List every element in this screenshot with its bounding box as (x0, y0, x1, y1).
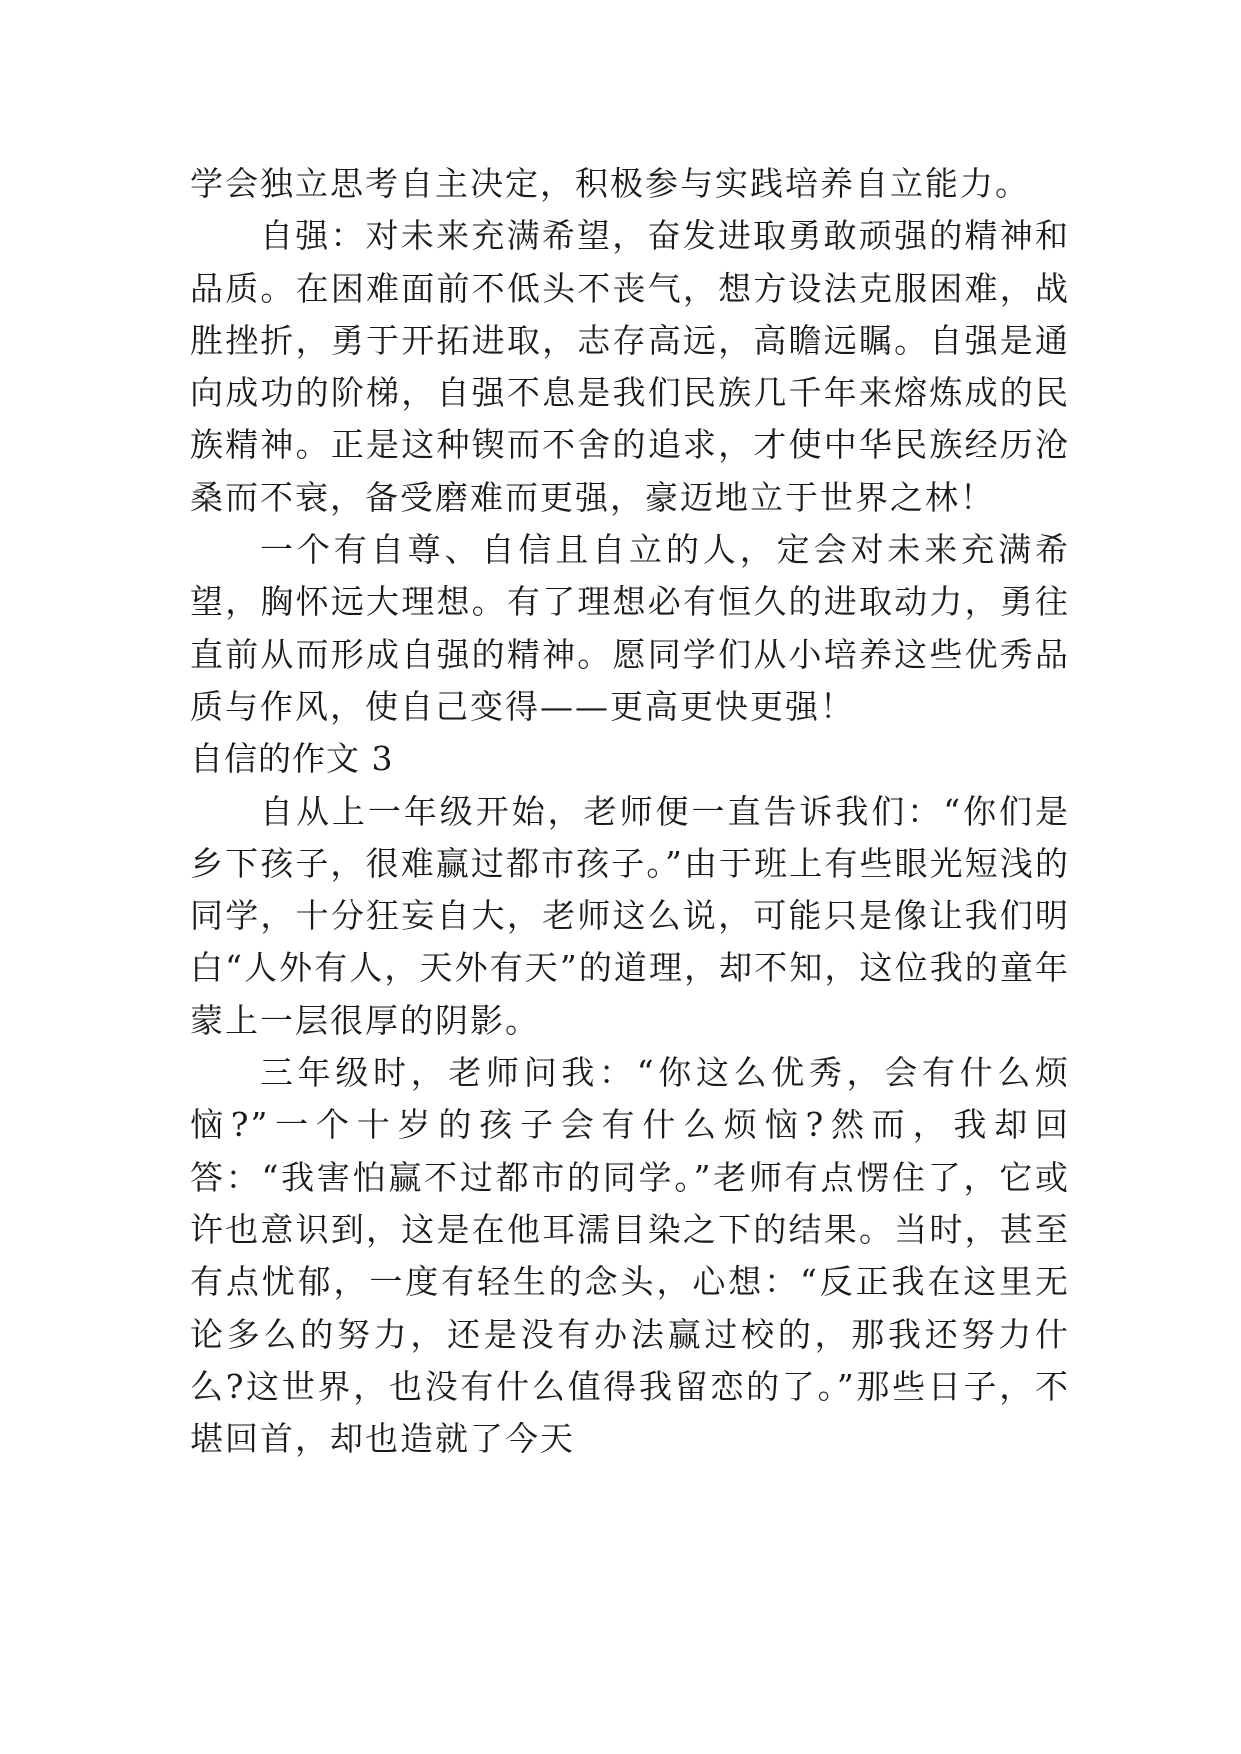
paragraph-3: 一个有自尊、自信且自立的人，定会对未来充满希望，胸怀远大理想。有了理想必有恒久的进取动力，勇往直前从而形成自强的精神。愿同学们从小培养这些优秀品质与作风，使自己变得——更高更快更强！ (190, 530, 1070, 726)
paragraph-2: 自强：对未来充满希望，奋发进取勇敢顽强的精神和品质。在困难面前不低头不丧气，想方设法克服困难，战胜挫折，勇于开拓进取，志存高远，高瞻远瞩。自强是通向成功的阶梯，自强不息是我们民族几千年来熔炼成的民族精神。正是这种锲而不舍的追求，才使中华民族经历沧桑而不衰，备受磨难而更强，豪迈地立于世界之林！ (190, 216, 1070, 517)
document-page (190, 158, 1070, 1465)
paragraph-5: 三年级时，老师问我：“你这么优秀，会有什么烦恼?”一个十岁的孩子会有什么烦恼?然而，我却回答：“我害怕赢不过都市的同学。”老师有点愣住了，它或许也意识到，这是在他耳濡目染之下的结果。当时，甚至有点忧郁，一度有轻生的念头，心想：“反正我在这里无论多么的努力，还是没有办法赢过校的，那我还努力什么?这世界，也没有什么值得我留恋的了。”那些日子，不堪回首，却也造就了今天 (190, 1053, 1070, 1459)
paragraph-1: 学会独立思考自主决定，积极参与实践培养自立能力。 (190, 164, 1030, 203)
section-heading: 自信的作文 3 (190, 739, 394, 779)
paragraph-4: 自从上一年级开始，老师便一直告诉我们：“你们是乡下孩子，很难赢过都市孩子。”由于班上有些眼光短浅的同学，十分狂妄自大，老师这么说，可能只是像让我们明白“人外有人，天外有天”的道理，却不知，这位我的童年蒙上一层很厚的阴影。 (190, 791, 1070, 1040)
